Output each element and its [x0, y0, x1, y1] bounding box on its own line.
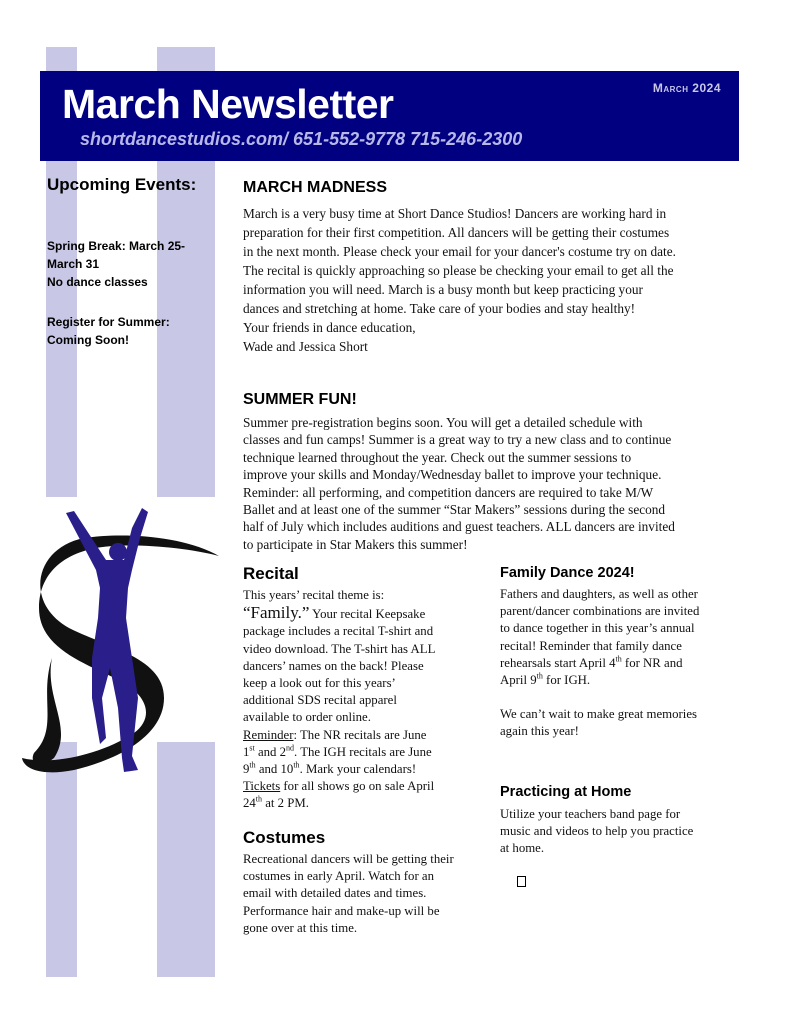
text-line: additional SDS recital apparel	[243, 693, 397, 708]
text-line	[243, 604, 493, 623]
issue-date: March 2024	[652, 81, 721, 95]
text-line: Ballet and at least one of the summer “Star Makers” sessions during the second	[243, 502, 666, 518]
text-line: March is a very busy time at Short Dance Studios! Dancers are working hard in	[243, 206, 667, 221]
text-line: to participate in Star Makers this summer!	[243, 536, 468, 552]
event-line: Spring Break: March 25-	[47, 239, 186, 253]
event-line: Coming Soon!	[47, 333, 129, 347]
event-line: Register for Summer:	[47, 315, 170, 329]
text-line	[500, 672, 699, 689]
text-fragment: . The IGH recitals are June	[294, 744, 432, 759]
text-line: email with detailed dates and times.	[243, 886, 427, 901]
text-fragment: at 2 PM.	[262, 796, 309, 811]
ordinal-suffix: th	[255, 795, 263, 805]
newsletter-title: March Newsletter	[62, 81, 394, 127]
text-fragment: 9	[243, 762, 250, 777]
text-line: Recreational dancers will be getting their	[243, 852, 454, 866]
text-fragment: for all shows go on sale April	[280, 779, 435, 794]
practicing-body	[500, 806, 693, 858]
recital-body	[243, 587, 493, 813]
text-line: parent/dancer combinations are invited	[500, 604, 700, 619]
family-dance-body	[500, 586, 699, 741]
text-line	[243, 761, 493, 778]
text-line: information you will need. March is a busy month but keep practicing your	[243, 282, 643, 297]
text-line: Wade and Jessica Short	[243, 339, 368, 354]
text-line: costumes in early April. Watch for an	[243, 869, 434, 884]
costumes-body	[243, 851, 454, 937]
text-line: to dance together in this year’s annual	[500, 621, 695, 636]
text-fragment: 24	[243, 796, 256, 811]
text-line	[500, 655, 699, 672]
recital-heading: Recital	[243, 564, 299, 583]
text-fragment: April 9	[500, 673, 537, 688]
text-line: This years’ recital theme is:	[243, 588, 385, 602]
text-line: dances and stretching at home. Take care of your bodies and stay healthy!	[243, 301, 636, 316]
upcoming-events-heading: Upcoming Events:	[47, 175, 197, 194]
text-line: at home.	[500, 841, 545, 856]
text-line	[243, 727, 493, 744]
text-line: keep a look out for this years’	[243, 676, 396, 691]
text-fragment: : The NR recitals are June	[293, 727, 427, 742]
contact-line[interactable]: shortdancestudios.com/ 651-552-9778 715-246-2300	[80, 129, 523, 149]
march-madness-heading: MARCH MADNESS	[243, 179, 387, 196]
recital-theme: “Family.”	[243, 603, 310, 623]
s-swoosh-highlight	[33, 658, 61, 764]
summer-fun-body	[243, 414, 675, 553]
text-line: available to order online.	[243, 710, 371, 725]
text-fragment: and 2	[254, 744, 287, 759]
text-line: in the next month. Please check your email for your dancer's costume try on date.	[243, 244, 676, 259]
ordinal-suffix: th	[249, 760, 256, 770]
text-line: classes and fun camps! Summer is a great way to try a new class and to continue	[243, 432, 672, 448]
text-line: Fathers and daughters, as well as other	[500, 587, 698, 601]
spring-break-event	[47, 237, 185, 291]
event-line: No dance classes	[47, 275, 148, 289]
spacer	[500, 689, 699, 706]
event-line: March 31	[47, 257, 100, 271]
text-line: improve your skills and Monday/Wednesday ballet to improve your technique.	[243, 467, 662, 483]
ordinal-suffix: nd	[286, 743, 295, 753]
text-line: again this year!	[500, 724, 579, 739]
text-line: video download. The T-shirt has ALL	[243, 641, 436, 656]
text-line: preparation for their first competition. All dancers will be getting their costumes	[243, 225, 670, 240]
text-fragment: . Mark your calendars!	[299, 762, 417, 777]
text-line: Reminder: all performing, and competition dancers are required to take M/W	[243, 484, 654, 500]
family-dance-heading: Family Dance 2024!	[500, 565, 635, 581]
text-fragment: for IGH.	[542, 673, 591, 688]
practicing-heading: Practicing at Home	[500, 784, 632, 800]
ordinal-suffix: st	[249, 743, 255, 753]
register-summer-event	[47, 313, 170, 349]
ordinal-suffix: th	[293, 760, 300, 770]
text-line: Summer pre-registration begins soon. You will get a detailed schedule with	[243, 415, 643, 430]
reminder-label: Reminder	[243, 727, 294, 742]
text-fragment: for NR and	[621, 655, 683, 670]
text-line	[243, 744, 493, 761]
ordinal-suffix: th	[615, 654, 622, 664]
dancer-logo	[14, 508, 224, 783]
text-fragment: rehearsals start April 4	[500, 655, 616, 670]
tickets-label: Tickets	[243, 779, 281, 794]
text-line: Performance hair and make-up will be	[243, 903, 440, 918]
placeholder-box-icon	[517, 876, 526, 887]
summer-fun-heading: SUMMER FUN!	[243, 391, 357, 408]
text-line: music and videos to help you practice	[500, 824, 694, 839]
text-line	[243, 795, 493, 812]
text-line: Your friends in dance education,	[243, 320, 416, 335]
text-line	[243, 778, 493, 795]
text-fragment: and 10	[255, 762, 294, 777]
costumes-heading: Costumes	[243, 828, 326, 847]
text-line: half of July which includes auditions and guest teachers. ALL dancers are invited	[243, 519, 675, 535]
text-line: dancers’ names on the back! Please	[243, 658, 424, 673]
text-line: technique learned throughout the year. Check out the summer sessions to	[243, 449, 632, 465]
ordinal-suffix: th	[536, 671, 543, 681]
text-line: recital! Reminder that family dance	[500, 638, 682, 653]
text-line: Utilize your teachers band page for	[500, 807, 681, 821]
text-line: gone over at this time.	[243, 920, 358, 935]
text-line: We can’t wait to make great memories	[500, 707, 698, 722]
text-fragment: Your recital Keepsake	[309, 607, 426, 622]
text-line: The recital is quickly approaching so please be checking your email to get all the	[243, 263, 674, 278]
header-banner	[40, 71, 739, 161]
text-line: package includes a recital T-shirt and	[243, 624, 434, 639]
text-fragment: 1	[243, 744, 250, 759]
march-madness-body	[243, 204, 676, 356]
